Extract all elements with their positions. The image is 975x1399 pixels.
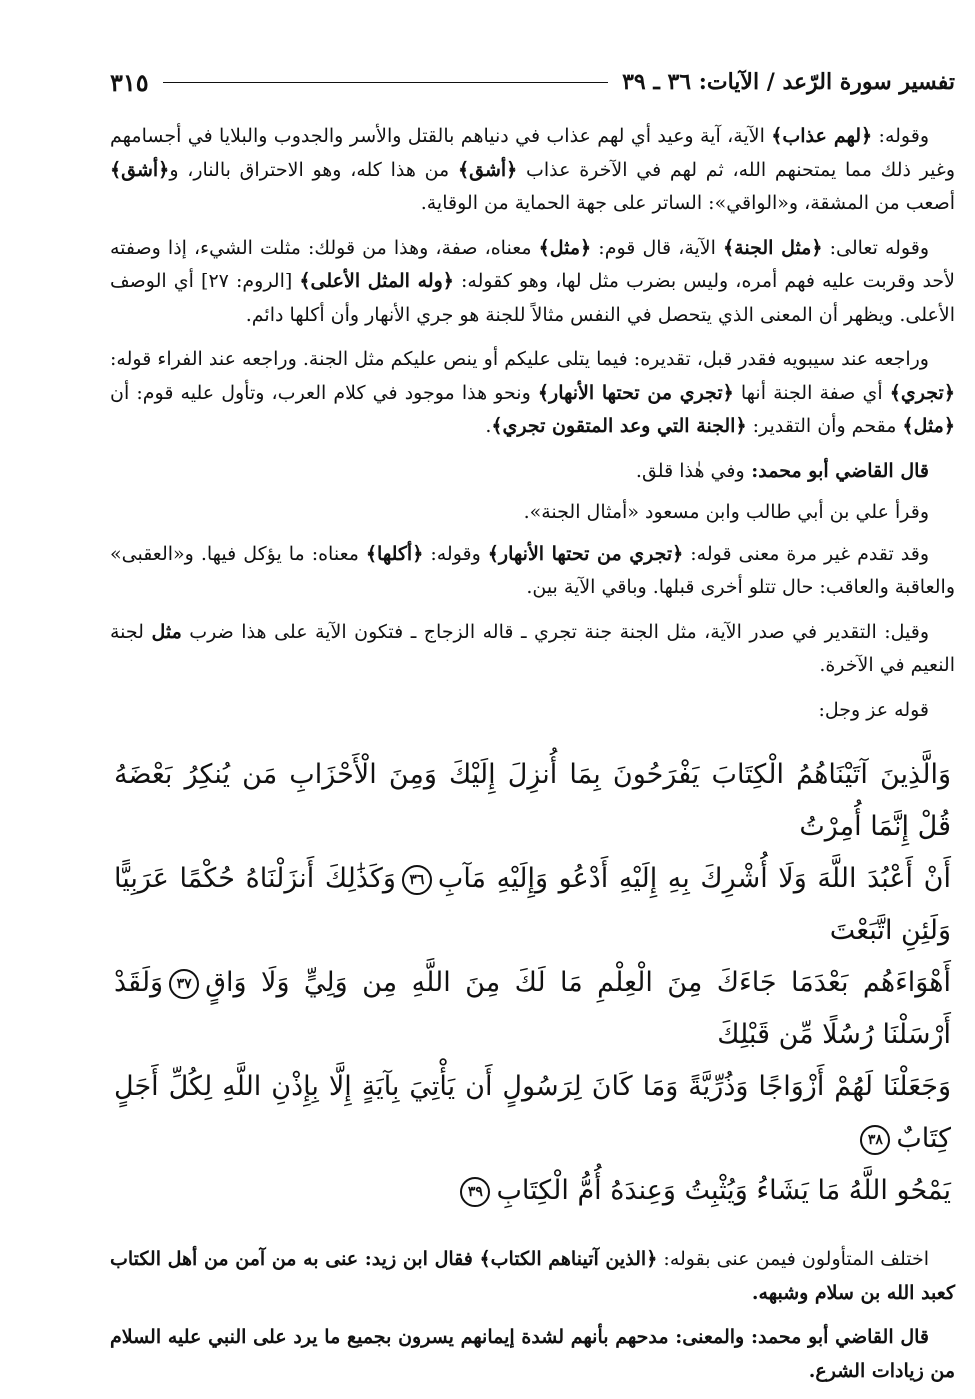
text-segment: اختلف المتأولون فيمن عنى بقوله:: [657, 1248, 930, 1270]
header-rule: [163, 82, 608, 83]
verse-text: وَلَقَدْ أَرْسَلْنَا رُسُلًا مِّن قَبْلِكَ: [114, 967, 951, 1050]
bold-segment: ﴿مثل الجنة﴾: [723, 236, 823, 259]
commentary-after: [110, 1243, 955, 1388]
bold-segment: مثل: [151, 620, 182, 643]
bold-segment: ﴿أشق﴾: [110, 158, 170, 181]
quran-line: [114, 853, 951, 957]
text-segment: وفي هٰذا قلق.: [635, 459, 745, 482]
commentary-paragraph: [110, 694, 955, 728]
commentary-paragraph: [110, 455, 955, 489]
commentary-paragraph: [110, 232, 955, 333]
text-segment: وقوله:: [423, 542, 488, 565]
bold-segment: ﴿وله المثل الأعلى﴾: [299, 270, 454, 292]
bold-segment: ﴿تجري﴾: [889, 381, 955, 404]
verse-text: وَالَّذِينَ آتَيْنَاهُمُ الْكِتَابَ يَفْرَحُونَ بِمَا أُنزِلَ إِلَيْكَ وَمِنَ الْأَحْزَابِ مَن يُنكِرُ بَعْضَهُ قُلْ إِنَّمَا أُمِرْتُ: [114, 759, 951, 842]
running-title: تفسير سورة الرّعد / الآيات: ٣٦ ـ ٣٩: [622, 69, 955, 95]
text-segment: وقد تقدم غير مرة معنى قوله:: [683, 542, 930, 565]
text-segment: الآية، قال قوم:: [591, 236, 724, 259]
commentary-paragraph: [110, 343, 955, 444]
bold-segment: ﴿مثل﴾: [538, 236, 592, 259]
verse-text: وَجَعَلْنَا لَهُمْ أَزْوَاجًا وَذُرِّيَّةً وَمَا كَانَ لِرَسُولٍ أَن يَأْتِيَ بِآيَةٍ إِلَّا بِإِذْنِ اللَّهِ لِكُلِّ أَجَلٍ كِتَابٌ: [114, 1071, 951, 1154]
verse-text: أَهْوَاءَهُم بَعْدَمَا جَاءَكَ مِنَ الْعِلْمِ مَا لَكَ مِنَ اللَّهِ مِن وَلِيٍّ وَلَا وَاقٍ: [205, 967, 951, 998]
text-segment: الآية، آية وعيد أي لهم عذاب في دنياهم بالقتل والأسر والجدوب والبلايا في أجسامهم وغير ذلك مما يمتحنهم الله، ثم لهم في الآخرة عذاب: [110, 125, 956, 181]
ayah-number-marker: ٣٨: [860, 1125, 890, 1155]
text-segment: وقوله تعالى:: [822, 236, 929, 259]
bold-segment: والمعنى: مدحهم بأنهم لشدة إيمانهم يسرون بجميع ما يرد على النبي عليه السلام من زيادات الشرع.: [110, 1326, 955, 1382]
bold-segment: قال القاضي أبو محمد:: [744, 1326, 929, 1348]
text-segment: مقحم وأن التقدير:: [746, 415, 903, 437]
quran-line: [114, 1165, 951, 1217]
quran-line: [114, 1061, 951, 1165]
ayah-number-marker: ٣٩: [460, 1177, 490, 1207]
text-segment: وقوله:: [872, 125, 929, 147]
bold-segment: ﴿تجري من تحتها الأنهار﴾: [487, 542, 684, 565]
verse-text: يَمْحُو اللَّهُ مَا يَشَاءُ وَيُثْبِتُ وَعِندَهُ أُمُّ الْكِتَابِ: [496, 1175, 951, 1206]
text-segment: من هذا كله، وهو الاحتراق بالنار، و: [169, 158, 458, 181]
bold-segment: ﴿تجري من تحتها الأنهار﴾: [537, 381, 734, 404]
bold-segment: ﴿لهم عذاب﴾: [771, 125, 873, 147]
page-number: ٣١٥: [110, 67, 149, 97]
text-segment: وراجعه عند سيبويه فقدر قبل، تقديره: فيما يتلى عليكم أو ينص عليكم مثل الجنة. وراجعه عند الفراء قوله:: [110, 348, 929, 370]
text-segment: وقيل: التقدير في صدر الآية، مثل الجنة جنة تجري ـ قاله الزجاج ـ فتكون الآية على هذا ضرب: [181, 620, 930, 643]
text-segment: .: [485, 415, 492, 437]
bold-segment: ﴿مثل﴾: [902, 415, 955, 437]
text-segment: [الروم: ٢٧] أي الوصف الأعلى. ويظهر أن المعنى الذي يتحصل في النفس مثالاً للجنة هو جري الأنهار وأن أكلها دائم.: [110, 270, 955, 326]
text-segment: معناه، صفة، وهذا من قولك: مثلت الشيء، إذا وصفته لأحد وقربت عليه فهم أمره، وليس بضرب مثل لها، وهو كقوله:: [110, 236, 956, 292]
ayah-number-marker: ٣٦: [402, 865, 432, 895]
bold-segment: ﴿أشق﴾: [457, 158, 518, 181]
quran-passage: [110, 749, 955, 1217]
text-segment: وقرأ علي بن أبي طالب وابن مسعود «أمثال الجنة».: [523, 501, 929, 523]
text-segment: أصعب من المشقة، و«الواقي»: الساتر على جهة الحماية من الوقاية.: [420, 192, 955, 214]
commentary-paragraph: [110, 496, 955, 530]
commentary-before: [110, 120, 955, 727]
text-segment: قوله عز وجل:: [818, 698, 929, 721]
quran-line: [114, 749, 951, 853]
ayah-number-marker: ٣٧: [169, 969, 199, 999]
page-body: [110, 120, 955, 1399]
commentary-paragraph: [110, 616, 955, 683]
commentary-paragraph: [110, 120, 955, 221]
text-segment: معناه: ما يؤكل فيها. و«العقبى» والعاقبة والعاقب: حال تتلو أخرى قبلها. وباقي الآية بين.: [110, 542, 955, 598]
bold-segment: ﴿الذين آتيناهم الكتاب﴾: [479, 1248, 658, 1270]
text-segment: لجنة النعيم في الآخرة.: [110, 620, 955, 676]
page-header: [110, 62, 955, 102]
text-segment: أي صفة الجنة أنها: [733, 381, 890, 404]
commentary-paragraph: [110, 1243, 955, 1310]
verse-text: وَكَذَٰلِكَ أَنزَلْنَاهُ حُكْمًا عَرَبِيًّا وَلَئِنِ اتَّبَعْتَ: [114, 863, 951, 946]
text-segment: ونحو هذا موجود في كلام العرب، وتأول عليه قوم: أن: [110, 381, 538, 404]
bold-segment: قال القاضي أبو محمد:: [744, 459, 929, 482]
bold-segment: ﴿أكلها﴾: [365, 542, 424, 565]
bold-segment: ﴿الجنة التي وعد المتقون تجري﴾: [491, 415, 747, 437]
commentary-paragraph: [110, 1321, 955, 1388]
bold-segment: فقال ابن زيد: عنى به من آمن من أهل الكتاب كعبد الله بن سلام وشبهه.: [110, 1248, 955, 1304]
verse-text: أَنْ أَعْبُدَ اللَّهَ وَلَا أُشْرِكَ بِهِ إِلَيْهِ أَدْعُو وَإِلَيْهِ مَآبِ: [437, 863, 952, 894]
commentary-paragraph: [110, 538, 955, 605]
quran-line: [114, 957, 951, 1061]
